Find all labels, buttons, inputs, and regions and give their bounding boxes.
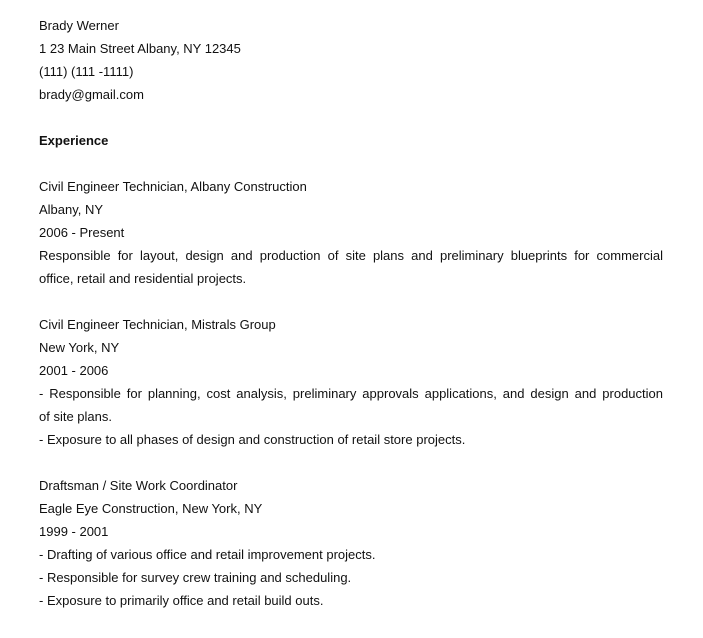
spacer [39,152,663,175]
job-location: New York, NY [39,340,120,355]
experience-heading: Experience [39,133,109,148]
job-description-line: - Responsible for planning, cost analysis, preliminary approvals applications, and design and production [39,386,663,401]
job-title: Civil Engineer Technician, Albany Construction [39,179,307,194]
resume-document [39,14,663,612]
job-dates: 2006 - Present [39,225,125,240]
spacer [39,290,663,313]
job-description-line: - Exposure to primarily office and retail build outs. [39,593,324,608]
job-description-line: - Responsible for survey crew training and scheduling. [39,570,352,585]
applicant-phone: (111) (111 -1111) [39,64,134,79]
job-description-line: - Drafting of various office and retail improvement projects. [39,547,376,562]
job-dates: 1999 - 2001 [39,524,109,539]
job-dates: 2001 - 2006 [39,363,109,378]
job-location: Eagle Eye Construction, New York, NY [39,501,263,516]
job-title: Civil Engineer Technician, Mistrals Group [39,317,276,332]
job-description-line: Responsible for layout, design and production of site plans and preliminary blueprints for commercial [39,248,663,263]
job-description-line: of site plans. [39,409,112,424]
applicant-address: 1 23 Main Street Albany, NY 12345 [39,41,241,56]
job-entry [39,313,663,451]
job-title: Draftsman / Site Work Coordinator [39,478,238,493]
job-entry [39,175,663,290]
job-description-line: office, retail and residential projects. [39,271,247,286]
spacer [39,106,663,129]
applicant-name: Brady Werner [39,18,119,33]
job-location: Albany, NY [39,202,104,217]
applicant-email: brady@gmail.com [39,87,144,102]
job-description-line: - Exposure to all phases of design and construction of retail store projects. [39,432,466,447]
spacer [39,451,663,474]
contact-section [39,14,663,106]
job-entry [39,474,663,612]
